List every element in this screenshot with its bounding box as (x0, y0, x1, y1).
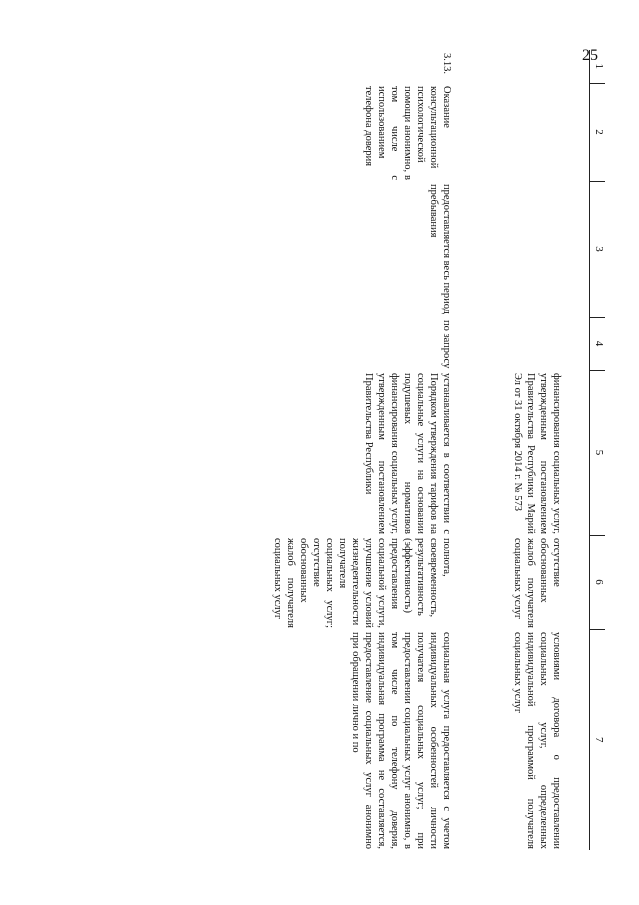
column-number: 4 (590, 317, 606, 370)
column-number-row (590, 50, 606, 850)
column-number: 3 (590, 181, 606, 317)
service-name: Оказание консультационной психологической помощи анонимно, в том числе с использованием телефона доверия (363, 86, 452, 180)
empty-cell (453, 50, 590, 83)
tariff-cell: устанавливается в соответствии с Порядком утверждения тарифов на социальные услуги на основании подушевых нормативов финансирования социальных услуг, утвержденным постановлением Правительства Республики (363, 373, 452, 534)
services-table (271, 50, 605, 850)
funding-cell: финансирования социальных услуг, утвержденным постановлением Правительства Республики Марий Эл от 31 октября 2014 г. № 573 (512, 373, 562, 534)
service-frequency: по запросу (441, 320, 452, 369)
column-number: 1 (590, 50, 606, 83)
table-row-3-13 (271, 50, 453, 850)
quality-indicators-cell: полнота, своевременность, результативность (эффективность) предоставления социальной услуги, улучшение условий жизнедеятельности получателя социальных услуг; отсутствие обоснованных жалоб получателя социальных услуг (272, 538, 452, 628)
continuation-row (453, 50, 590, 850)
empty-cell (453, 181, 590, 317)
empty-cell (453, 83, 590, 181)
column-number: 2 (590, 83, 606, 181)
service-period: предоставляется весь период пребывания (428, 184, 452, 314)
column-number: 7 (590, 629, 606, 850)
page-number: 25 (582, 47, 598, 64)
indicators-cell: отсутствие обоснованных жалоб получателя социальных услуг (512, 538, 562, 628)
empty-cell (453, 317, 590, 370)
conditions-cell: условиями договора о предоставлении социальных услуг, определенных индивидуальной программой получателя социальных услуг (512, 632, 562, 849)
rotated-table-sheet (125, 50, 605, 850)
row-number: 3.13. (441, 53, 452, 74)
column-number: 5 (590, 370, 606, 535)
service-conditions-cell: социальная услуга предоставляется с учетом индивидуальных особенностей личности получателя социальных услуг; при предоставлении социальных услуг анонимно, в том числе по телефону доверия, индивидуальная программа не составляется, предоставление социальных услуг анонимно при обращении лично и по (350, 632, 452, 849)
column-number: 6 (590, 535, 606, 629)
